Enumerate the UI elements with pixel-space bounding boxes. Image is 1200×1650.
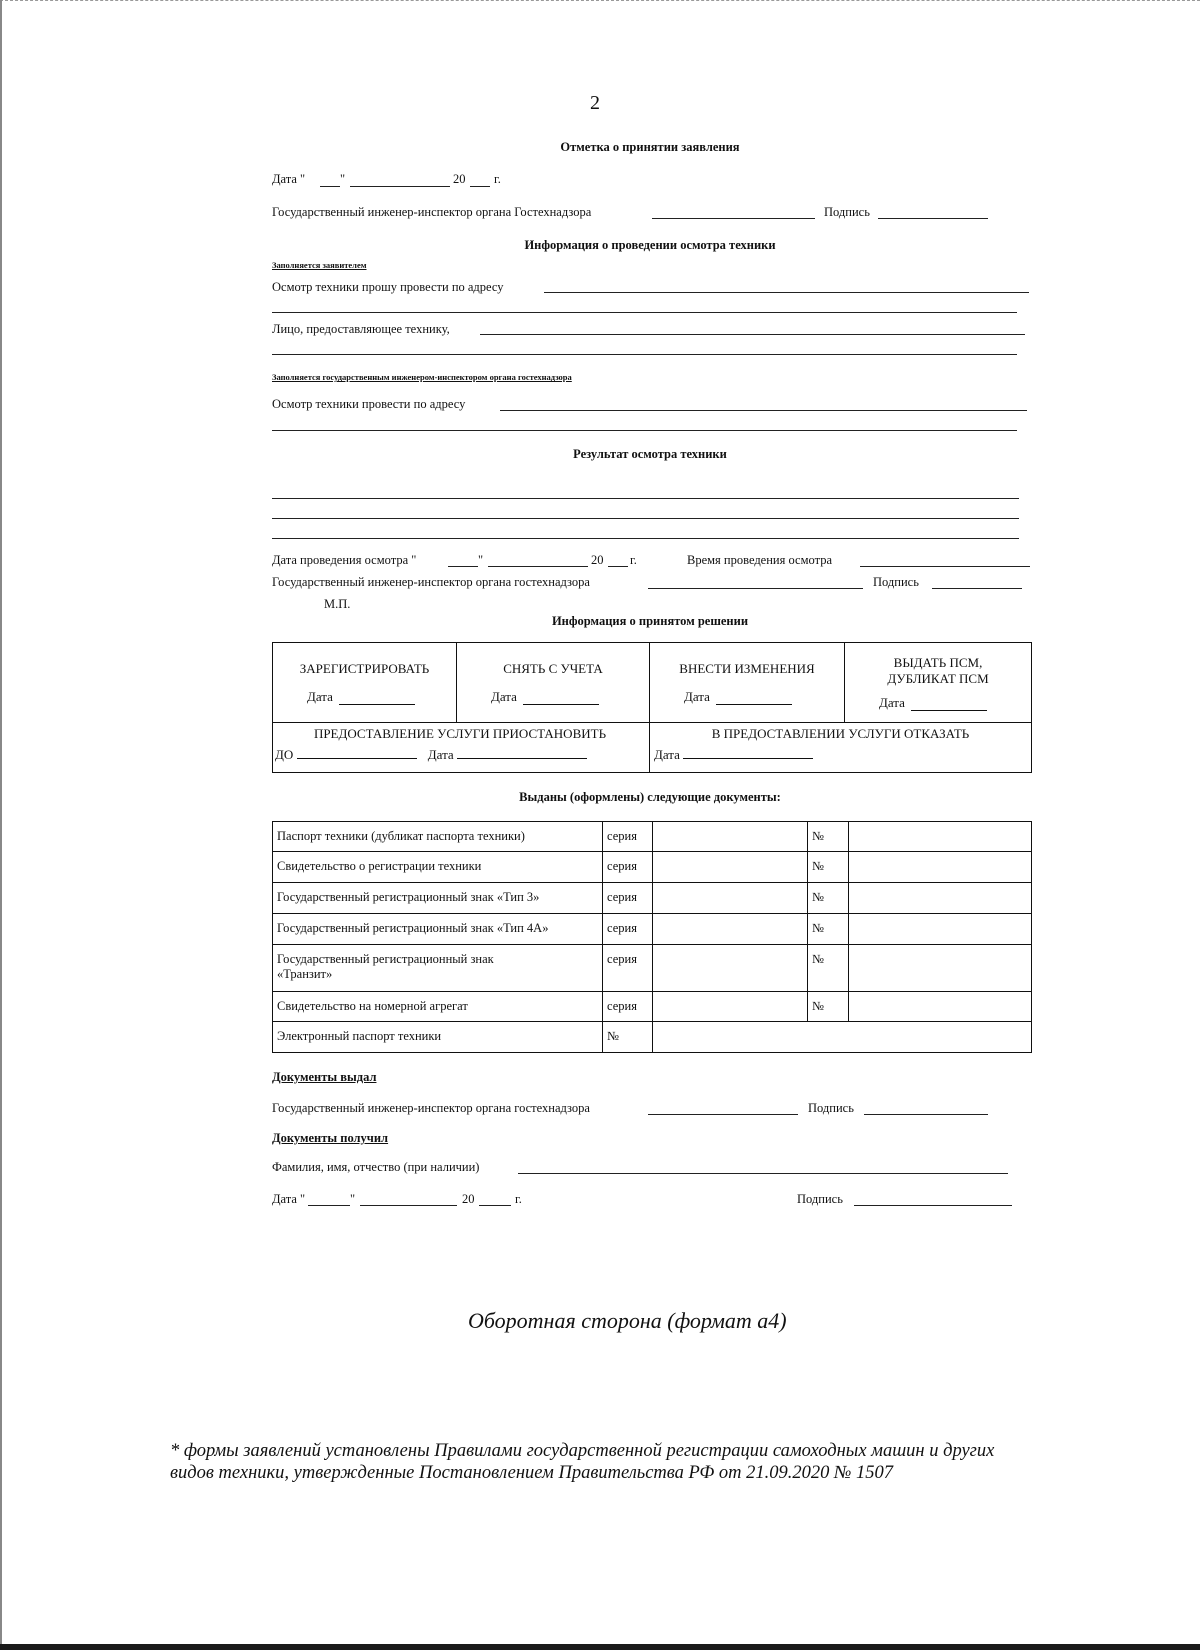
doc-series-field[interactable] xyxy=(653,883,808,914)
doc-number-field[interactable] xyxy=(849,852,1032,883)
scan-top-edge xyxy=(0,0,1200,3)
inspection-info-title: Информация о проведении осмотра техники xyxy=(524,238,776,252)
doc-number-field[interactable] xyxy=(849,822,1032,852)
table-row xyxy=(273,992,1032,1022)
stamp-place: М.П. xyxy=(324,597,351,611)
presenter-blank[interactable] xyxy=(480,334,1025,335)
decision-suspend-cell[interactable] xyxy=(273,723,650,773)
doc-name-cell: Свидетельство о регистрации техники xyxy=(273,852,603,883)
decision-refuse-date-label: Дата xyxy=(654,747,680,762)
reverse-side-caption: Оборотная сторона (формат а4) xyxy=(468,1308,787,1333)
handover-date-year: 20 xyxy=(462,1192,475,1206)
result-year-blank[interactable] xyxy=(608,566,628,567)
applicant-section-label: Заполняется заявителем xyxy=(272,260,367,270)
doc-series-label: серия xyxy=(603,992,653,1022)
decision-changes-cell[interactable] xyxy=(650,643,845,723)
doc-series-label: серия xyxy=(603,822,653,852)
decision-refuse-label: В ПРЕДОСТАВЛЕНИИ УСЛУГИ ОТКАЗАТЬ xyxy=(711,726,970,741)
issued-documents-table xyxy=(272,821,1032,1053)
result-date-year: 20 xyxy=(591,553,604,567)
decision-refuse-cell[interactable] xyxy=(650,723,1032,773)
doc-number-field[interactable] xyxy=(849,914,1032,945)
acceptance-date-quote: " xyxy=(340,172,346,186)
table-row xyxy=(273,822,1032,852)
decision-deregister-date-blank[interactable] xyxy=(523,692,599,705)
doc-number-label: № xyxy=(808,852,849,883)
doc-number-label: № xyxy=(808,822,849,852)
acceptance-date-year: 20 xyxy=(453,172,466,186)
conduct-address-label: Осмотр техники провести по адресу xyxy=(272,397,466,411)
handover-inspector-label: Государственный инженер-инспектор органа гостехнадзора xyxy=(272,1101,590,1115)
table-row xyxy=(273,914,1032,945)
result-date-label: Дата проведения осмотра " xyxy=(272,553,417,567)
doc-series-label: серия xyxy=(603,883,653,914)
acceptance-year-blank[interactable] xyxy=(470,186,490,187)
handover-month-blank[interactable] xyxy=(360,1205,457,1206)
table-row xyxy=(273,852,1032,883)
footnote-line-2: видов техники, утвержденные Постановлением Правительства РФ от 21.09.2020 № 1507 xyxy=(170,1463,894,1483)
decision-suspend-date-blank[interactable] xyxy=(457,746,587,759)
result-line-2[interactable] xyxy=(272,518,1019,519)
doc-name-cell: Свидетельство на номерной агрегат xyxy=(273,992,603,1022)
doc-number-field[interactable] xyxy=(849,945,1032,992)
result-time-blank[interactable] xyxy=(860,566,1030,567)
acceptance-inspector-label: Государственный инженер-инспектор органа Гостехнадзора xyxy=(272,205,592,219)
fio-blank[interactable] xyxy=(518,1173,1008,1174)
result-date-quote: " xyxy=(478,553,484,567)
decision-deregister-label: СНЯТЬ С УЧЕТА xyxy=(503,660,603,676)
decision-table xyxy=(272,642,1032,773)
handover-inspector-blank[interactable] xyxy=(648,1114,798,1115)
doc-number-label: № xyxy=(808,992,849,1022)
issued-title: Выданы (оформлены) следующие документы: xyxy=(519,790,781,804)
result-time-label: Время проведения осмотра xyxy=(687,553,833,567)
doc-name-cell: Государственный регистрационный знак «Тип 4А» xyxy=(273,914,603,945)
footnote-line-1: * формы заявлений установлены Правилами государственной регистрации самоходных машин и других xyxy=(170,1441,995,1461)
doc-series-field[interactable] xyxy=(653,914,808,945)
doc-series-label: серия xyxy=(603,852,653,883)
page-number: 2 xyxy=(590,92,600,114)
decision-suspend-label: ПРЕДОСТАВЛЕНИЕ УСЛУГИ ПРИОСТАНОВИТЬ xyxy=(313,726,607,741)
doc-number-field[interactable] xyxy=(653,1022,1032,1053)
inspection-address-blank-2[interactable] xyxy=(272,312,1017,313)
inspector-section-label: Заполняется государственным инженером-инспектором органа гостехнадзора xyxy=(272,372,572,382)
doc-number-field[interactable] xyxy=(849,992,1032,1022)
acceptance-signature-blank[interactable] xyxy=(878,218,988,219)
scan-left-edge xyxy=(0,0,2,1644)
decision-psm-label: ВЫДАТЬ ПСМ, ДУБЛИКАТ ПСМ xyxy=(887,654,989,686)
decision-title: Информация о принятом решении xyxy=(551,614,749,628)
handover-day-blank[interactable] xyxy=(308,1205,350,1206)
decision-changes-label: ВНЕСТИ ИЗМЕНЕНИЯ xyxy=(679,660,815,676)
result-inspector-blank[interactable] xyxy=(648,588,863,589)
result-date-suffix: г. xyxy=(630,553,637,567)
acceptance-inspector-blank[interactable] xyxy=(652,218,815,219)
decision-suspend-until-label: ДО xyxy=(275,747,294,762)
acceptance-day-blank[interactable] xyxy=(320,186,340,187)
decision-refuse-date-blank[interactable] xyxy=(683,746,813,759)
handover-signature-label-2: Подпись xyxy=(797,1192,843,1206)
decision-deregister-date-label: Дата xyxy=(491,688,517,704)
acceptance-title: Отметка о принятии заявления xyxy=(560,140,740,154)
doc-series-field[interactable] xyxy=(653,945,808,992)
inspection-address-label: Осмотр техники прошу провести по адресу xyxy=(272,280,504,294)
handover-signature-blank[interactable] xyxy=(864,1114,988,1115)
result-line-3[interactable] xyxy=(272,538,1019,539)
handover-signature-blank-2[interactable] xyxy=(854,1205,1012,1206)
decision-suspend-date-label: Дата xyxy=(427,747,454,762)
acceptance-month-blank[interactable] xyxy=(350,186,450,187)
decision-register-date-label: Дата xyxy=(307,688,333,704)
result-inspector-label: Государственный инженер-инспектор органа гостехнадзора xyxy=(272,575,590,589)
doc-name-cell: Электронный паспорт техники xyxy=(273,1022,603,1053)
decision-changes-date-blank[interactable] xyxy=(716,692,792,705)
acceptance-date-label: Дата " xyxy=(272,172,306,186)
doc-series-field[interactable] xyxy=(653,822,808,852)
inspection-address-blank[interactable] xyxy=(544,292,1029,293)
received-by-label: Документы получил xyxy=(272,1131,389,1145)
result-title: Результат осмотра техники xyxy=(573,447,727,461)
decision-register-date-blank[interactable] xyxy=(339,692,415,705)
doc-series-field[interactable] xyxy=(653,992,808,1022)
handover-year-blank[interactable] xyxy=(479,1205,511,1206)
doc-name-cell: Государственный регистрационный знак «Тип 3» xyxy=(273,883,603,914)
doc-number-label: № xyxy=(808,945,849,992)
decision-suspend-until-blank[interactable] xyxy=(297,746,417,759)
decision-psm-cell[interactable] xyxy=(845,643,1032,723)
result-signature-label: Подпись xyxy=(873,575,919,589)
handover-date-suffix: г. xyxy=(515,1192,522,1206)
doc-number-label: № xyxy=(808,914,849,945)
decision-psm-date-label: Дата xyxy=(879,694,905,710)
doc-number-label: № xyxy=(603,1022,653,1053)
result-day-blank[interactable] xyxy=(448,566,478,567)
conduct-address-blank-2[interactable] xyxy=(272,430,1017,431)
decision-register-cell[interactable] xyxy=(273,643,457,723)
issued-by-label: Документы выдал xyxy=(272,1070,377,1084)
table-row xyxy=(273,1022,1032,1053)
doc-name-cell: Государственный регистрационный знак «Транзит» xyxy=(273,945,603,992)
scan-bottom-edge xyxy=(0,1644,1200,1650)
acceptance-date-suffix: г. xyxy=(494,172,501,186)
doc-series-field[interactable] xyxy=(653,852,808,883)
doc-series-label: серия xyxy=(603,945,653,992)
result-line-1[interactable] xyxy=(272,498,1019,499)
conduct-address-blank[interactable] xyxy=(500,410,1027,411)
doc-name-cell: Паспорт техники (дубликат паспорта техники) xyxy=(273,822,603,852)
doc-number-field[interactable] xyxy=(849,883,1032,914)
handover-date-quote: " xyxy=(350,1192,356,1206)
decision-deregister-cell[interactable] xyxy=(457,643,650,723)
result-month-blank[interactable] xyxy=(488,566,588,567)
handover-signature-label: Подпись xyxy=(808,1101,854,1115)
presenter-blank-2[interactable] xyxy=(272,354,1017,355)
doc-series-label: серия xyxy=(603,914,653,945)
table-row xyxy=(273,883,1032,914)
decision-register-label: ЗАРЕГИСТРИРОВАТЬ xyxy=(299,660,430,676)
doc-number-label: № xyxy=(808,883,849,914)
handover-date-label: Дата " xyxy=(272,1192,306,1206)
acceptance-signature-label: Подпись xyxy=(824,205,870,219)
result-signature-blank[interactable] xyxy=(932,588,1022,589)
fio-label: Фамилия, имя, отчество (при наличии) xyxy=(272,1160,480,1174)
decision-changes-date-label: Дата xyxy=(684,688,710,704)
table-row xyxy=(273,945,1032,992)
presenter-label: Лицо, предоставляющее технику, xyxy=(272,322,450,336)
decision-psm-date-blank[interactable] xyxy=(911,698,987,711)
